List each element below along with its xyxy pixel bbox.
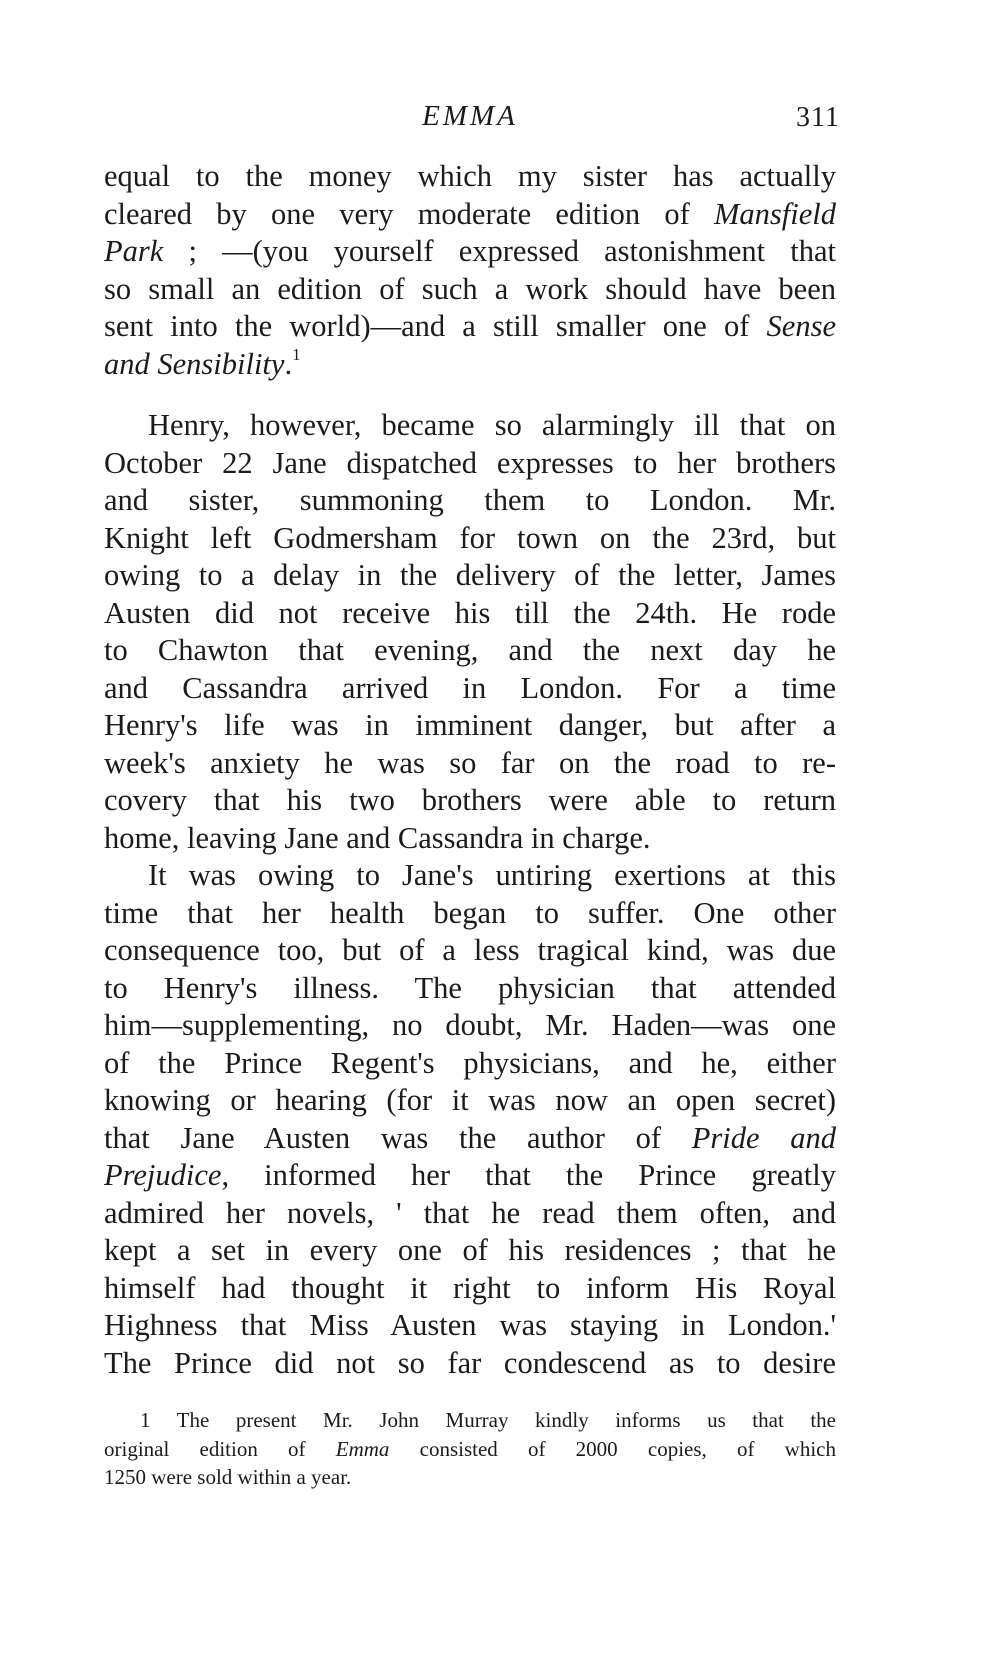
footnote	[104, 1406, 836, 1492]
text-line: Highness that Miss Austen was staying in London.'	[104, 1308, 836, 1342]
text-line: to Chawton that evening, and the next day he	[104, 633, 836, 667]
text-line: him—supplementing, no doubt, Mr. Haden—was one	[104, 1008, 836, 1042]
text-line: owing to a delay in the delivery of the letter, James	[104, 558, 836, 592]
text-line: Henry, however, became so alarmingly ill that on	[148, 408, 836, 442]
text-line: cleared by one very moderate edition of Mansfield	[104, 196, 836, 231]
text-line: time that her health began to suffer. One other	[104, 895, 836, 930]
text-line: and sister, summoning them to London. Mr.	[104, 483, 836, 517]
page-number: 311	[796, 102, 840, 133]
text-line: Henry's life was in imminent danger, but after a	[104, 708, 836, 742]
text-line: It was owing to Jane's untiring exertions at this	[148, 858, 836, 892]
paragraph-3	[104, 857, 836, 1382]
book-title-pride: Pride and	[691, 1120, 837, 1155]
paragraph-gap	[104, 383, 836, 407]
text-line: kept a set in every one of his residences ; that he	[104, 1233, 836, 1267]
paragraph-1	[104, 158, 836, 383]
footnote-reference: 1	[292, 344, 301, 364]
text-line: The Prince did not so far condescend as to desire	[104, 1345, 836, 1380]
footnote-line: original edition of Emma consisted of 2000 copies, of which	[104, 1436, 836, 1461]
book-title-prejudice: Prejudice	[104, 1158, 222, 1192]
book-title-park: Park	[104, 234, 164, 268]
text-line: himself had thought it right to inform His Royal	[104, 1270, 836, 1305]
text-line: of the Prince Regent's physicians, and he, either	[104, 1045, 836, 1080]
book-title-sense: Sense	[766, 309, 836, 343]
text-line: so small an edition of such a work should have been	[104, 271, 836, 306]
text-line: covery that his two brothers were able to return	[104, 783, 836, 817]
footnote-line: 1 The present Mr. John Murray kindly informs us that the	[140, 1408, 836, 1432]
text-line: knowing or hearing (for it was now an open secret)	[104, 1083, 836, 1117]
text-line: week's anxiety he was so far on the road to re-	[104, 745, 836, 780]
text-line: that Jane Austen was the author of Pride and	[104, 1120, 837, 1155]
text-line: equal to the money which my sister has actually	[104, 159, 836, 193]
body-text	[104, 158, 836, 1382]
paragraph-2	[104, 407, 836, 857]
text-line: consequence too, but of a less tragical kind, was due	[104, 933, 836, 967]
page-header	[100, 100, 840, 140]
text-line: Knight left Godmersham for town on the 23rd, but	[104, 520, 836, 555]
book-title-mansfield: Mansfield	[714, 196, 836, 231]
text-line: to Henry's illness. The physician that attended	[104, 970, 836, 1005]
book-title-sensibility: and Sensibility	[104, 346, 285, 381]
text-line: home, leaving Jane and Cassandra in charge.	[104, 820, 651, 855]
running-title: EMMA	[422, 100, 518, 132]
book-title-emma: Emma	[335, 1436, 390, 1461]
text-line: sent into the world)—and a still smaller one of Sense	[104, 309, 836, 343]
text-line: Austen did not receive his till the 24th. He rode	[104, 595, 836, 630]
text-line: October 22 Jane dispatched expresses to her brothers	[104, 445, 836, 480]
footnote-line: 1250 were sold within a year.	[104, 1465, 352, 1489]
text-line: and Cassandra arrived in London. For a time	[104, 670, 836, 705]
footnote-marker: 1	[140, 1408, 151, 1432]
text-line: Prejudice, informed her that the Prince greatly	[104, 1158, 836, 1192]
text-line: admired her novels, ' that he read them often, and	[104, 1195, 836, 1230]
text-line: Park ; —(you yourself expressed astonishment that	[104, 234, 836, 268]
text-line: and Sensibility.$^1$	[104, 344, 301, 381]
